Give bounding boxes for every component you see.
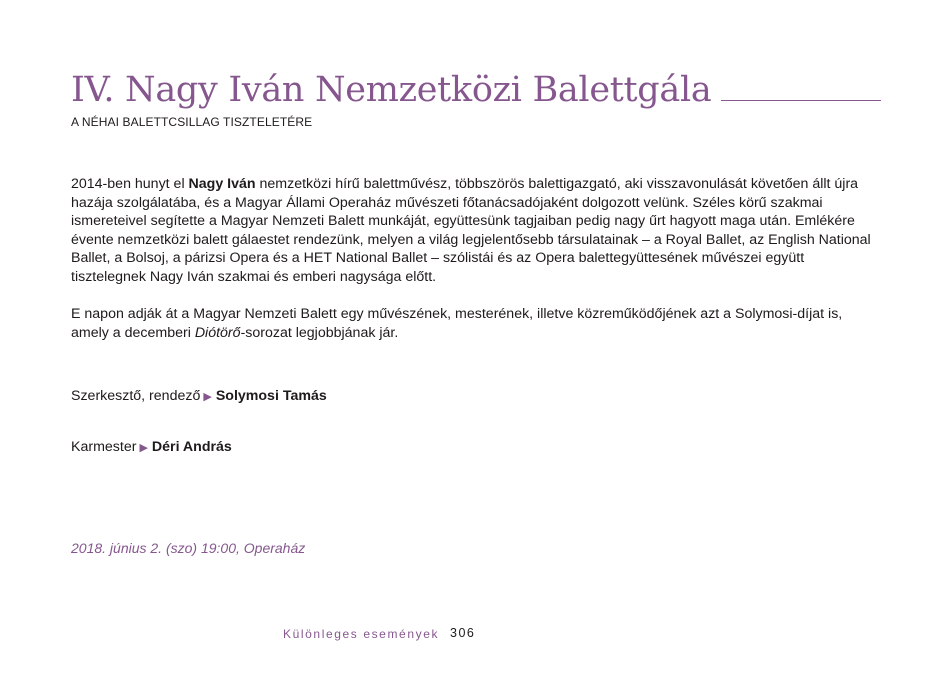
paragraph-intro-start: 2014-ben hunyt el <box>71 176 189 192</box>
credit-conductor <box>71 438 232 457</box>
event-date: 2018. június 2. (szo) 19:00, Operaház <box>71 540 306 556</box>
body-text <box>71 175 871 342</box>
nutcracker-title: Diótörő <box>194 324 241 341</box>
triangle-right-icon: ▶ <box>139 442 148 454</box>
paragraph-award-rest: -sorozat legjobbjának jár. <box>240 324 399 341</box>
paragraph-award-start: E napon adják át a Magyar Nemzeti Balett egy művészének, mesterének, illetve közreműködőjének azt a Solymosi-díjat is, amely a decemberi <box>71 306 843 341</box>
title-row <box>71 70 881 110</box>
credit-role: Karmester <box>71 439 137 455</box>
honoree-name: Nagy Iván <box>188 176 256 192</box>
credit-person: Solymosi Tamás <box>215 388 327 404</box>
page-subtitle: A NÉHAI BALETTCSILLAG TISZTELETÉRE <box>71 115 313 129</box>
credit-role: Szerkesztő, rendező <box>71 388 201 404</box>
footer-section: Különleges események <box>283 627 440 641</box>
page-number: 306 <box>450 626 476 640</box>
credit-editor-director <box>71 387 327 406</box>
paragraph-award <box>71 305 871 342</box>
triangle-right-icon: ▶ <box>203 391 212 403</box>
credit-person: Déri András <box>151 439 232 455</box>
title-rule <box>721 100 881 101</box>
paragraph-intro <box>71 175 871 287</box>
paragraph-intro-rest: nemzetközi hírű balettművész, többszörös balettigazgató, aki visszavonulását követően állt újra hazája szolgálatába, és a Magyar Állami Operaház művészeti főtanácsadójaként dolgozott velünk. Széles körű szakmai ismereteivel segítette a Magyar Nemzeti Balett munkáját, együttesünk tagjaiban pedig nagy űrt hagyott maga után. Emlékére évente nemzetközi balett gálaestet rendezünk, melyen a világ legjelentősebb társulatainak – a Royal Ballet, az English National Ballet, a Bolsoj, a párizsi Opera és a HET National Ballet – szólistái és az Opera balettegyüttesének művészei együtt tisztelegnek Nagy Iván szakmai és emberi nagysága előtt. <box>71 176 871 285</box>
page-title: IV. Nagy Iván Nemzetközi Balettgála <box>71 70 712 110</box>
